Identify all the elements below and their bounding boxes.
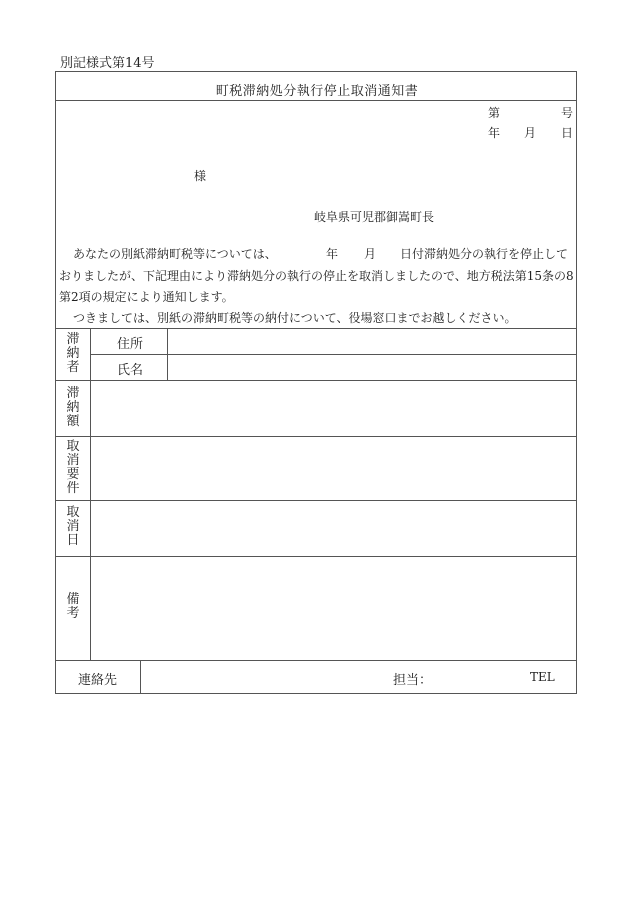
title-divider [56,100,576,101]
notice-form [55,71,577,694]
body-line-1a: あなたの別紙滞納町税等については、 [73,247,277,261]
body-line-1-year: 年 [326,247,339,261]
date-year: 年 [488,126,501,140]
form-number-label: 別記様式第14号 [60,56,155,71]
date-bottom-line [56,556,576,557]
amount-bottom-line [56,436,576,437]
number-prefix: 第 [488,106,501,120]
delinquent-bottom-line [56,380,576,381]
document-title: 町税滞納処分執行停止取消通知書 [215,84,419,99]
name-label: 氏名 [117,363,144,378]
address-field[interactable] [173,333,571,351]
amount-field[interactable] [96,386,571,432]
reason-field[interactable] [96,442,571,496]
remarks-bottom-line [56,660,576,661]
address-label: 住所 [117,337,144,352]
remarks-field[interactable] [96,562,571,656]
body-line-3: 第2項の規定により通知します。 [59,290,234,304]
sublabel-column-divider [167,328,168,380]
body-line-4: つきましては、別紙の滞納町税等の納付について、役場窓口までお越しください。 [73,311,517,325]
reason-label: 取消要件 [66,439,80,496]
number-suffix: 号 [561,106,574,120]
person-in-charge-label: 担当： [393,673,433,688]
reason-bottom-line [56,500,576,501]
body-line-1-month: 月 [364,247,377,261]
body-line-2: おりましたが、下記理由により滞納処分の執行の停止を取消しましたので、地方税法第15条の8 [59,269,574,283]
table-top-line [56,328,576,329]
name-field[interactable] [173,359,571,377]
date-month: 月 [524,126,537,140]
address-name-divider [90,354,576,355]
issuer-name: 岐阜県可児郡御嵩町長 [314,210,435,224]
cancel-date-label: 取消日 [66,505,80,548]
contact-column-divider [140,660,141,694]
body-line-1b: 日付滞納処分の執行を停止して [400,247,569,261]
tel-label: TEL [530,670,555,684]
amount-label: 滞納額 [66,386,80,429]
cancel-date-field[interactable] [96,506,571,552]
contact-label: 連絡先 [78,673,118,688]
remarks-label: 備考 [66,592,80,621]
date-day: 日 [561,126,574,140]
addressee-suffix: 様 [194,169,207,183]
label-column-divider [90,328,91,660]
delinquent-label: 滞納者 [66,332,80,375]
